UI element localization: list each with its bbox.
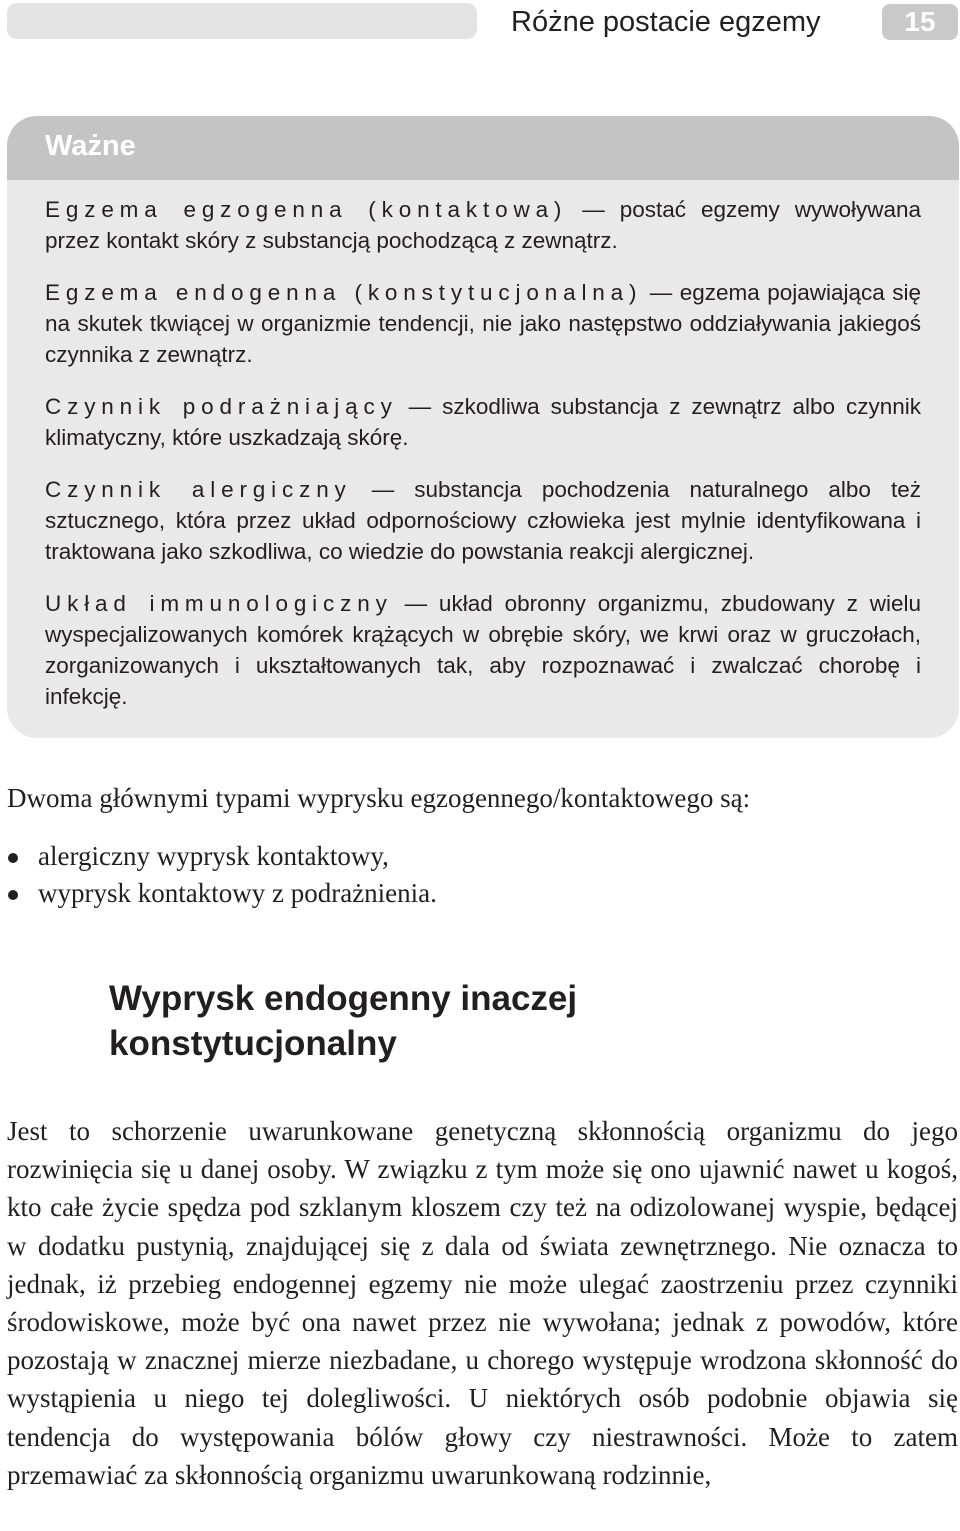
intro-sentence: Dwoma głównymi typami wyprysku egzogennego/kontaktowego są: xyxy=(7,783,751,813)
list-item-text: alergiczny wyprysk kontaktowy, xyxy=(38,841,389,871)
chapter-title: Różne postacie egzemy xyxy=(511,6,821,38)
important-box-header xyxy=(7,116,959,180)
definitions-list xyxy=(45,194,921,733)
bullet-icon xyxy=(8,890,18,900)
list-item xyxy=(7,875,437,912)
page-number: 15 xyxy=(882,4,958,40)
list-item-text: wyprysk kontaktowy z podrażnienia. xyxy=(38,878,437,908)
definition-term: Czynnik podrażniający xyxy=(45,394,398,419)
definition-text: — postać egzemy wywoływana przez kontakt skóry z substancją pochodzącą z zewnątrz. xyxy=(45,197,921,253)
definition-term: Układ immunologiczny xyxy=(45,591,393,616)
important-box xyxy=(7,116,959,738)
definition-term: Czynnik alergiczny xyxy=(45,477,352,502)
body-paragraph: Jest to schorzenie uwarunkowane genetyczną skłonnością organizmu do jego rozwinięcia się u danej osoby. W związku z tym może się ono ujawnić nawet u kogoś, kto całe życie spędza pod szklanym kloszem czy też na odizolowanej wyspie, będącej w dodatku pustynią, znajdującej się z dala od świata zewnętrznego. Nie oznacza to jednak, iż przebieg endogennej egzemy nie może ulegać zaostrzeniu przez czynniki środowiskowe, może być ona nawet przez nie wywołana; jednak z powodów, które pozostają w znacznej mierze niezbadane, u chorego występuje wrodzona skłonność do wystąpienia u niego tej dolegliwości. U niektórych osób podobnie objawia się tendencja do występowania bólów głowy czy niestrawności. Może to zatem przemawiać za skłonnością organizmu uwarunkowaną rodzinnie, xyxy=(7,1116,958,1490)
definition-text: — szkodliwa substancja z zewnątrz albo czynnik klimatyczny, które uszkadzają skórę. xyxy=(45,394,921,450)
definition-term: Egzema endogenna (konstytucjonalna) xyxy=(45,280,643,305)
important-box-title: Ważne xyxy=(45,130,136,162)
bullet-list xyxy=(7,838,437,912)
list-item xyxy=(7,838,437,875)
definition-text: — układ obronny organizmu, zbudowany z wielu wyspecjalizowanych komórek krążących w obrębie skóry, we krwi oraz w gruczołach, zorganizowanych i ukształtowanych tak, aby rozpoznawać i zwalczać chorobę i infekcję. xyxy=(45,591,921,709)
section-heading: Wyprysk endogenny inaczej konstytucjonalny xyxy=(109,979,578,1063)
definition-item xyxy=(45,474,921,567)
bullet-icon xyxy=(8,853,18,863)
header-bar xyxy=(7,3,477,39)
definition-item xyxy=(45,391,921,453)
definition-item xyxy=(45,277,921,370)
definition-text: — substancja pochodzenia naturalnego albo też sztucznego, która przez układ odpornościowy człowieka jest mylnie identyfikowana i traktowana jako szkodliwa, co wiedzie do powstania reakcji alergicznej. xyxy=(45,477,921,564)
definition-term: Egzema egzogenna (kontaktowa) xyxy=(45,197,568,222)
definition-text: — egzema pojawiająca się na skutek tkwiącej w organizmie tendencji, nie jako następstwo oddziaływania jakiegoś czynnika z zewnątrz. xyxy=(45,280,921,367)
definition-item xyxy=(45,588,921,712)
definition-item xyxy=(45,194,921,256)
